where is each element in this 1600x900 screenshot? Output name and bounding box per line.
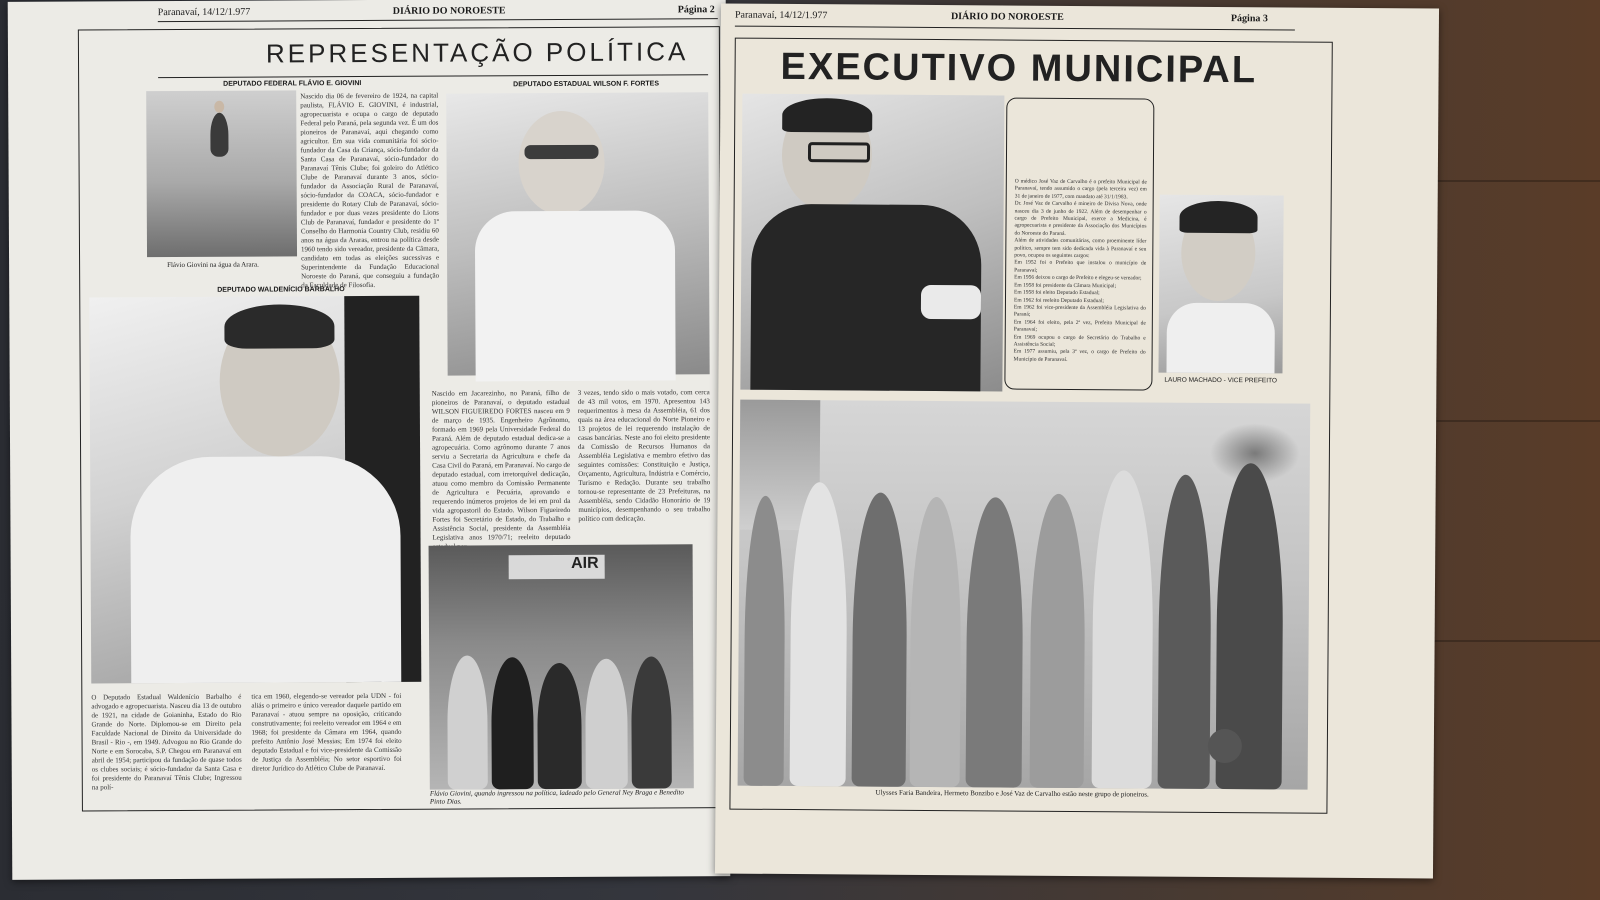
bio-paragraph: O médico José Vaz de Carvalho é o prefeito Municipal de Paranavaí, tendo assumido o cargo (pela terceira vez) em 31 de janeiro de 1977, com mandato até 31/1/1983. <box>1014 178 1147 201</box>
photo-mayor-jose-vaz <box>740 94 1004 392</box>
bio-item: Em 1952 foi o Prefeito que instalou o município de Paranavaí; <box>1014 260 1147 274</box>
bio-item: Em 1962 foi vice-presidente da Assembléia Legislativa do Paraná; <box>1013 304 1146 318</box>
article-body-col1: Nascido em Jacarezinho, no Paraná, filho de pioneiros de Paranavaí, o deputado estadual WILSON FIGUEIREDO FORTES nasceu em 9 de março de 1935. Engenheiro Agrônomo, formado em 1969 pela Universidade Federal do Paraná. Além de deputado estadual dedica-se a agropecuária. Como agrônomo durante 7 anos serviu a Secretaria da Agricultura e chefe da Casa Civil do Paraná, em Paranavaí. No cargo de deputado estadual, com irretorquível dedicação, atuou como membro da Comissão Permanente de Agricultura e Pecuária, aprovando e requerendo inúmeros projetos de lei em prol da vida agropastoril do Estado. Wilson Figueiredo Fortes foi Secretário de Estado, do Trabalho e Assistência Social, presidente da Assembléia Legislativa anos 1970/71; reeleito deputado <box>431 388 571 542</box>
person-head <box>518 111 605 215</box>
person-figure <box>491 657 534 789</box>
photo-vice-mayor <box>1158 195 1283 374</box>
person-figure <box>1092 470 1154 788</box>
bio-item: Em 1956 deixou o cargo de Prefeito e elegeu-se vereador; <box>1014 274 1142 282</box>
photo-giovini-field <box>146 90 297 257</box>
bio-item: Em 1958 foi eleito Deputado Estadual; <box>1014 289 1100 297</box>
person-figure <box>790 482 848 786</box>
bio-item: Em 1962 foi reeleito Deputado Estadual; <box>1013 297 1104 304</box>
hair <box>1179 201 1257 234</box>
person-figure <box>447 655 488 789</box>
hair <box>782 98 872 133</box>
article-body-col2: 3 vezes, tendo sido o mais votado, com cerca de 43 mil votos, em 1970. Apresentou 143 requerimentos à mesa da Assembléia, 61 dos quais na área educacional do Norte Pioneiro e 13 projetos de lei requerendo instalação de casas bancárias. Neste ano foi eleito presidente da Comissão de Recursos Humanos da Assembléia Legislativa e membro efetivo das seguintes comissões: Constituição e Justiça, Orçamento, Agricultura, Indústria e Comércio, Turismo e Redação. Durante seu trabalho tornou-se representante de 23 Prefeituras, na Assembléia, sendo Cidadão Honorário de 19 municípios, desempenhando o seu trabalho político com dedicação. <box>577 388 711 523</box>
person-figure <box>585 659 628 789</box>
person-figure <box>966 497 1024 787</box>
header-date: Paranavaí, 14/12/1.977 <box>157 6 251 19</box>
photo-waldenicio-barbalho <box>89 296 421 684</box>
newspaper-page-right <box>715 4 1439 879</box>
bio-paragraph: Dr. José Vaz de Carvalho é mineiro de Divisa Nova, onde nasceu dia 3 de junho de 1922. Além de desempenhar o cargo de Prefeito Municipal, exerce a Medicina, é agropecuarista e presidente da Associação dos Municípios do Noroeste do Paraná. <box>1014 200 1147 237</box>
person-figure <box>852 492 908 786</box>
article-body-col2: tica em 1960, elegendo-se vereador pela UDN - foi aliás o primeiro e único vereador daquele partido em Paranavaí - atuou sempre na oposição, criticando construtivamente; foi reeleito vereador em 1964 e em 1968; foi presidente da Câmara em 1964, quando prefeito Antônio José Messias; Em 1974 foi eleito deputado Estadual e foi vice-presidente da Comissão de Justiça da Assembléia; No setor esportivo foi diretor Jurídico do Atlético Clube de Paranavaí. <box>251 691 402 773</box>
photo-caption: LAURO MACHADO - VICE PREFEITO <box>1164 376 1278 385</box>
football <box>1208 729 1242 763</box>
header-paper-name: DIÁRIO DO NOROESTE <box>950 11 1064 23</box>
newspaper-page-left <box>8 0 731 880</box>
header-paper-name: DIÁRIO DO NOROESTE <box>392 5 506 17</box>
bio-item: Em 1958 foi presidente da Câmara Municipal; <box>1014 282 1117 289</box>
white-shirt <box>475 210 676 381</box>
article-body-col1: O Deputado Estadual Waldenício Barbalho é advogado e agropecuarista. Nasceu dia 13 de outubro de 1921, na cidade de Goianinha, Estado do Rio Grande do Norte. Diplomou-se em Direito pela Faculdade Nacional de Direito da Universidade do Brasil - Rio -, em 1949. Advogou no Rio Grande do Norte e em Sorocaba, S.P. Chegou em Paranavaí em abril de 1954; participou da fundação de quase todos os clubes sociais; é sócio-fundador da Santa Casa e foi presidente do Paranavaí Tênis Clube; Ingressou na polí- <box>91 692 242 792</box>
white-shirt <box>130 456 401 683</box>
section-title: REPRESENTAÇÃO POLÍTICA <box>265 36 689 69</box>
photo-caption: Ulysses Faria Bandeira, Hermeto Bonzibo e José Vaz de Carvalho estão neste grupo de pioneiros. <box>875 788 1149 799</box>
header-date: Paranavaí, 14/12/1.977 <box>734 9 828 22</box>
person-figure <box>210 113 228 157</box>
hair <box>224 304 334 349</box>
hands <box>921 285 981 319</box>
glasses-icon <box>524 145 598 159</box>
person-figure <box>631 656 672 788</box>
building-sign: AIR <box>509 555 605 580</box>
person-head <box>214 101 224 113</box>
bio-item: Em 1969 ocupou o cargo de Secretário do Trabalho e Assistência Social; <box>1013 334 1146 348</box>
header-page-number: Página 2 <box>677 4 715 16</box>
person-figure <box>910 497 962 787</box>
glasses-icon <box>808 142 870 162</box>
article-heading: DEPUTADO WALDENÍCIO BARBALHO <box>217 286 345 294</box>
photo-caption: Flávio Giovini na água da Arara. <box>167 260 259 270</box>
article-heading: DEPUTADO ESTADUAL WILSON F. FORTES <box>513 80 660 89</box>
header-page-number: Página 3 <box>1230 13 1268 25</box>
section-title: EXECUTIVO MUNICIPAL <box>780 45 1258 92</box>
bio-item: Em 1977 assumiu, pela 3ª vez, o cargo de Prefeito do Município de Paranavaí. <box>1013 348 1146 363</box>
photo-caption: Flávio Giovini, quando ingressou na política, ladeado pelo General Ney Braga e Benedito Pinto Dias. <box>429 788 684 806</box>
photo-group-politicians <box>429 544 694 789</box>
article-heading: DEPUTADO FEDERAL FLÁVIO E. GIOVINI <box>223 80 362 88</box>
white-shirt <box>1166 303 1274 374</box>
photo-pioneers-group <box>738 400 1311 790</box>
bio-item: Em 1964 foi eleito, pela 2ª vez, Prefeito Municipal de Paranavaí; <box>1013 319 1146 333</box>
mayor-bio-box <box>1004 97 1154 390</box>
person-figure <box>537 663 582 789</box>
photo-wilson-fortes <box>446 92 709 375</box>
person-figure <box>1158 475 1212 789</box>
person-figure <box>744 496 786 786</box>
article-body: Nascido dia 06 de fevereiro de 1924, na capital paulista, FLÁVIO E. GIOVINI, é industrial, agropecuarista e ocupa o cargo de deputado Federal pelo Paraná, pela segunda vez. É um dos pioneiros de Paranavaí, aqui chegando como agricultor. Em sua vida comunitária foi sócio-fundador da Casa da Criança, sócio-fundador da Santa Casa de Paranavaí, sócio-fundador do Paranavaí Tênis Clube; foi goleiro do Atlético Clube de Paranavaí durante 3 anos, sócio-fundador da Associação Rural de Paranavaí, sócio-fundador da COACA, sócio-fundador e presidente do Rotary Club de Paranavaí, sócio-fundador e por duas vezes presidente do Lions Club de Paranavaí, fundador e presidente do 1º Conselho do Harmonia Country Club, residiu 60 anos na água da Araras, entrou na política desde 1960 tendo sido vereador, presidente da Câmara, candidato em todas as eleições sucessivas e Superintendente da Fundação Educacional Noroeste do Paraná, que conseguiu a fundação da Faculdade de Filosofia. <box>300 91 440 290</box>
person-figure <box>1030 494 1086 788</box>
bio-paragraph: Além de atividades comunitárias, como proeminente líder político, sempre tem sido dedicada vida à Paranavaí e seu povo, ocupou os seguintes cargos: <box>1014 237 1147 260</box>
